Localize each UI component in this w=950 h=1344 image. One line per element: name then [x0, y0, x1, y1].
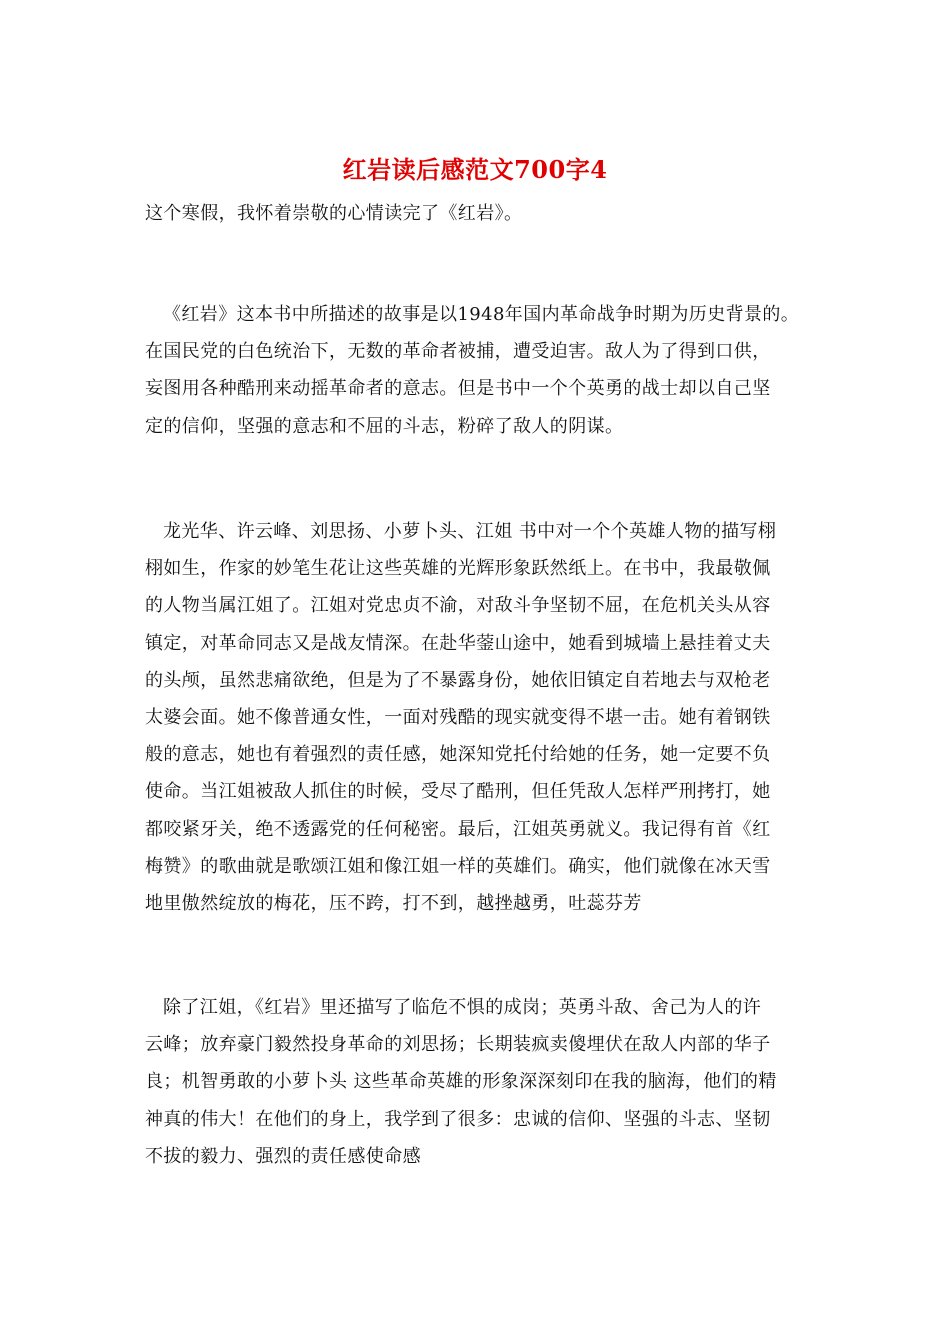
paragraph-line: 这个寒假，我怀着崇敬的心情读完了《红岩》。	[145, 203, 523, 224]
paragraph-line: 地里傲然绽放的梅花，压不跨，打不到，越挫越勇，吐蕊芬芳	[145, 893, 642, 915]
paragraph-line: 良；机智勇敢的小萝卜头 这些革命英雄的形象深深刻印在我的脑海，他们的精	[145, 1071, 777, 1093]
paragraph-line: 妄图用各种酷刑来动摇革命者的意志。但是书中一个个英勇的战士却以自己坚	[145, 378, 771, 400]
paragraph-line: 神真的伟大！在他们的身上，我学到了很多：忠诚的信仰、坚强的斗志、坚韧	[145, 1108, 771, 1130]
intro-paragraph	[145, 195, 815, 232]
paragraph-line: 栩如生，作家的妙笔生花让这些英雄的光辉形象跃然纸上。在书中，我最敬佩	[145, 558, 771, 580]
paragraph-line: 的头颅，虽然悲痛欲绝，但是为了不暴露身份，她依旧镇定自若地去与双枪老	[145, 669, 771, 691]
paragraph-line: 不拔的毅力、强烈的责任感使命感	[145, 1145, 421, 1167]
paragraph-line: 《红岩》这本书中所描述的故事是以1948年国内革命战争时期为历史背景的。	[163, 304, 800, 325]
paragraph-line: 的人物当属江姐了。江姐对党忠贞不渝，对敌斗争坚韧不屈，在危机关头从容	[145, 595, 771, 617]
paragraph-line: 龙光华、许云峰、刘思扬、小萝卜头、江姐 书中对一个个英雄人物的描写栩	[163, 521, 777, 542]
paragraph-line: 使命。当江姐被敌人抓住的时候，受尽了酷刑，但任凭敌人怎样严刑拷打，她	[145, 781, 771, 803]
paragraph-line: 定的信仰，坚强的意志和不屈的斗志，粉碎了敌人的阴谋。	[145, 415, 624, 437]
paragraph-other-heroes	[145, 989, 815, 1175]
paragraph-line: 梅赞》的歌曲就是歌颂江姐和像江姐一样的英雄们。确实，他们就像在冰天雪	[145, 855, 771, 877]
paragraph-background	[145, 296, 815, 445]
paragraph-line: 都咬紧牙关，绝不透露党的任何秘密。最后，江姐英勇就义。我记得有首《红	[145, 818, 771, 840]
paragraph-jiang-jie	[145, 513, 815, 922]
paragraph-line: 镇定，对革命同志又是战友情深。在赴华蓥山途中，她看到城墙上悬挂着丈夫	[145, 632, 771, 654]
paragraph-line: 除了江姐，《红岩》里还描写了临危不惧的成岗；英勇斗敌、舍己为人的许	[163, 997, 762, 1018]
paragraph-line: 般的意志，她也有着强烈的责任感，她深知党托付给她的任务，她一定要不负	[145, 744, 771, 766]
paragraph-line: 太婆会面。她不像普通女性，一面对残酷的现实就变得不堪一击。她有着钢铁	[145, 707, 771, 729]
paragraph-line: 在国民党的白色统治下，无数的革命者被捕，遭受迫害。敌人为了得到口供，	[145, 341, 771, 363]
document-title: 红岩读后感范文700字4	[342, 155, 608, 184]
paragraph-line: 云峰；放弃豪门毅然投身革命的刘思扬；长期装疯卖傻埋伏在敌人内部的华子	[145, 1034, 771, 1056]
